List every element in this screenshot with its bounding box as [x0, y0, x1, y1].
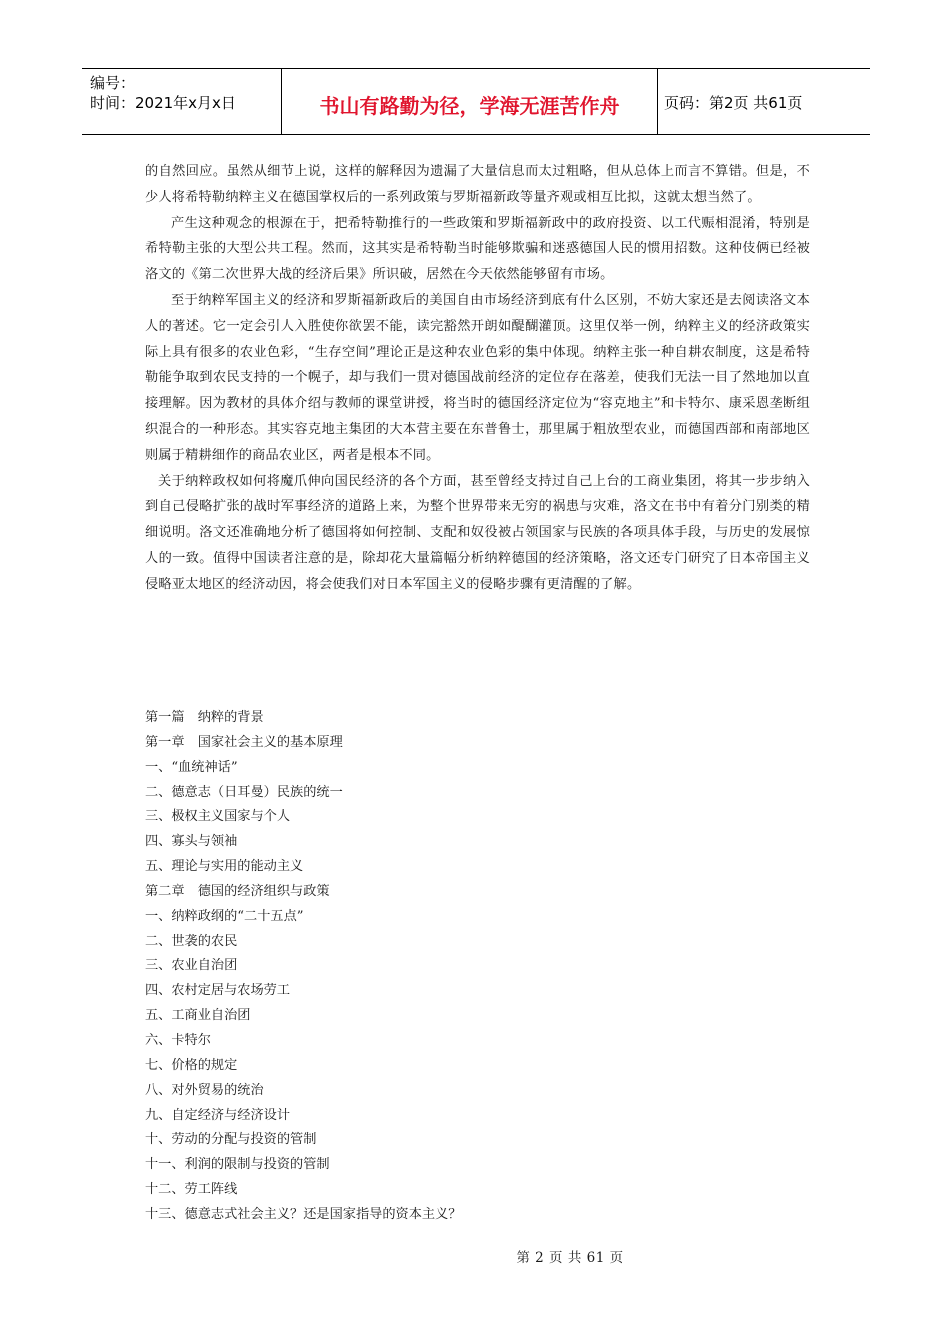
toc-item: 十三、德意志式社会主义？还是国家指导的资本主义？: [145, 1206, 462, 1222]
number-label: 编号：: [90, 74, 136, 92]
toc-item: 五、工商业自治团: [145, 1008, 251, 1024]
toc-item: 二、德意志（日耳曼）民族的统一: [145, 784, 343, 800]
paragraph: 的自然回应。虽然从细节上说，这样的解释因为遗漏了大量信息而太过粗略，但从总体上而言不算错。但是，不少人将希特勒纳粹主义在德国掌权后的一系列政策与罗斯福新政等量齐观或相互比拟，这就太想当然了。: [145, 164, 810, 205]
toc-item: 六、卡特尔: [145, 1032, 211, 1048]
body-text: [145, 159, 810, 598]
toc-item: 四、农村定居与农场劳工: [145, 983, 291, 999]
toc-item: 十一、利润的限制与投资的管制: [145, 1157, 330, 1173]
toc-item: 五、理论与实用的能动主义: [145, 859, 304, 875]
time-label: 时间：2021年x月x日: [90, 94, 236, 112]
toc-chapter: 第二章 德国的经济组织与政策: [145, 883, 330, 899]
page-footer: 第 2 页 共 61 页: [516, 1250, 624, 1266]
toc-item: 三、农业自治团: [145, 958, 238, 974]
toc-item: 七、价格的规定: [145, 1057, 238, 1073]
toc-chapter: 第一章 国家社会主义的基本原理: [145, 734, 343, 750]
toc-item: 三、极权主义国家与个人: [145, 809, 291, 825]
toc-item: 十、劳动的分配与投资的管制: [145, 1132, 317, 1148]
header-motto: 书山有路勤为径，学海无涯苦作舟: [282, 69, 658, 134]
page-header: [82, 68, 870, 135]
header-page-info: 页码：第2页 共61页: [664, 94, 803, 112]
toc-item: 十二、劳工阵线: [145, 1182, 238, 1198]
toc-part: 第一篇 纳粹的背景: [145, 710, 264, 725]
toc-item: 八、对外贸易的统治: [145, 1082, 264, 1098]
toc-item: 一、“血统神话”: [145, 759, 238, 775]
toc-item: 四、寡头与领袖: [145, 834, 238, 850]
header-meta: [82, 69, 282, 134]
paragraph: 至于纳粹军国主义的经济和罗斯福新政后的美国自由市场经济到底有什么区别，不妨大家还是去阅读洛文本人的著述。它一定会引人入胜使你欲罢不能，读完豁然开朗如醍醐灌顶。这里仅举一例，纳粹主义的经济政策实际上具有很多的农业色彩，“生存空间”理论正是这种农业色彩的集中体现。纳粹主张一种自耕农制度，这是希特勒能争取到农民支持的一个幌子，却与我们一贯对德国战前经济的定位存在落差，使我们无法一目了然地加以直接理解。因为教材的具体介绍与教师的课堂讲授，将当时的德国经济定位为“容克地主”和卡特尔、康采恩垄断组织混合的一种形态。其实容克地主集团的大本营主要在东普鲁士，那里属于粗放型农业，而德国西部和南部地区则属于精耕细作的商品农业区，两者是根本不同。: [145, 292, 810, 463]
toc-item: 二、世袭的农民: [145, 933, 238, 949]
table-of-contents: [145, 706, 745, 1228]
toc-item: 一、纳粹政纲的“二十五点”: [145, 908, 304, 924]
paragraph: 产生这种观念的根源在于，把希特勒推行的一些政策和罗斯福新政中的政府投资、以工代赈相混淆，特别是希特勒主张的大型公共工程。然而，这其实是希特勒当时能够欺骗和迷惑德国人民的惯用招数。这种伎俩已经被洛文的《第二次世界大战的经济后果》所识破，居然在今天依然能够留有市场。: [145, 215, 810, 283]
paragraph: 关于纳粹政权如何将魔爪伸向国民经济的各个方面，甚至曾经支持过自己上台的工商业集团，将其一步步纳入到自己侵略扩张的战时军事经济的道路上来，为整个世界带来无穷的祸患与灾难，洛文在书中有着分门别类的精细说明。洛文还准确地分析了德国将如何控制、支配和奴役被占领国家与民族的各项具体手段，与历史的发展惊人的一致。值得中国读者注意的是，除却花大量篇幅分析纳粹德国的经济策略，洛文还专门研究了日本帝国主义侵略亚太地区的经济动因，将会使我们对日本军国主义的侵略步骤有更清醒的了解。: [145, 473, 810, 592]
toc-item: 九、自定经济与经济设计: [145, 1107, 291, 1123]
